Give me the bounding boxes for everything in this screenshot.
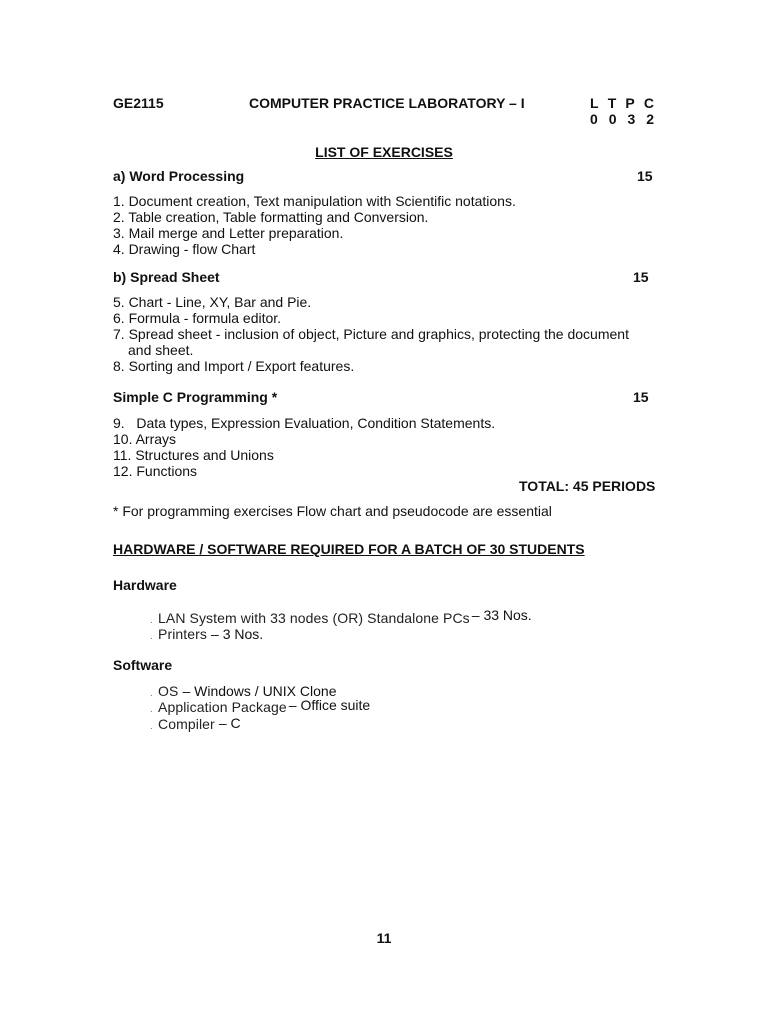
- software-item-value: – Windows / UNIX Clone: [182, 683, 337, 699]
- list-item: 9. Data types, Expression Evaluation, Condition Statements.: [113, 415, 496, 431]
- software-item-name: OS: [158, 683, 179, 699]
- bullet-icon: .: [150, 688, 153, 699]
- ltpc-values: [590, 111, 654, 127]
- bullet-icon: .: [150, 721, 153, 732]
- ltpc-value: 3: [627, 111, 636, 127]
- hardware-heading: Hardware: [113, 577, 177, 593]
- bullet-icon: .: [150, 631, 153, 642]
- page-number: 11: [376, 930, 392, 946]
- list-item: 8. Sorting and Import / Export features.: [113, 358, 355, 374]
- software-item-value: – C: [218, 715, 241, 731]
- section-heading: Simple C Programming *: [113, 389, 278, 405]
- list-item: 3. Mail merge and Letter preparation.: [113, 225, 344, 241]
- ltpc-label: L: [590, 95, 599, 111]
- list-item: 2. Table creation, Table formatting and Conversion.: [113, 209, 429, 225]
- ltpc-label: P: [625, 95, 635, 111]
- section-marks: 15: [637, 168, 653, 184]
- list-item: 1. Document creation, Text manipulation with Scientific notations.: [113, 193, 516, 209]
- list-item: 5. Chart - Line, XY, Bar and Pie.: [113, 294, 312, 310]
- software-item-name: Application Package: [158, 699, 287, 715]
- total-periods: TOTAL: 45 PERIODS: [519, 478, 656, 494]
- requirements-heading: HARDWARE / SOFTWARE REQUIRED FOR A BATCH OF 30 STUDENTS: [113, 541, 585, 557]
- section-heading: b) Spread Sheet: [113, 269, 220, 285]
- software-item-value: – Office suite: [288, 697, 371, 713]
- hardware-item-value: – 3 Nos.: [211, 626, 264, 642]
- ltpc-value: 2: [646, 111, 654, 127]
- ltpc-labels: [590, 95, 654, 111]
- section-heading: a) Word Processing: [113, 168, 245, 184]
- software-heading: Software: [113, 657, 173, 673]
- software-item: [150, 716, 241, 735]
- ltpc-table: [590, 95, 660, 127]
- ltpc-label: C: [643, 95, 654, 111]
- ltpc-value: 0: [590, 111, 598, 127]
- hardware-item: [150, 626, 263, 645]
- software-item-name: Compiler: [158, 716, 215, 732]
- hardware-item-value: – 33 Nos.: [471, 607, 532, 623]
- list-item: 6. Formula - formula editor.: [113, 310, 282, 326]
- ltpc-value: 0: [608, 111, 617, 127]
- list-item: 12. Functions: [113, 463, 198, 479]
- hardware-item-name: LAN System with 33 nodes (OR) Standalone PCs: [158, 610, 470, 626]
- section-marks: 15: [633, 389, 649, 405]
- list-item: 10. Arrays: [113, 431, 177, 447]
- list-of-exercises-heading: LIST OF EXERCISES: [315, 144, 453, 160]
- list-item-continuation: and sheet.: [128, 342, 194, 358]
- course-code: GE2115: [113, 95, 164, 111]
- bullet-icon: .: [150, 704, 153, 715]
- course-title: COMPUTER PRACTICE LABORATORY – I: [249, 95, 525, 111]
- list-item: 11. Structures and Unions: [113, 447, 274, 463]
- ltpc-label: T: [607, 95, 617, 111]
- list-item: 7. Spread sheet - inclusion of object, Picture and graphics, protecting the document: [113, 326, 629, 342]
- footnote: * For programming exercises Flow chart and pseudocode are essential: [113, 503, 552, 519]
- bullet-icon: .: [150, 615, 153, 626]
- hardware-item-name: Printers: [158, 626, 208, 642]
- section-marks: 15: [633, 269, 649, 285]
- list-item: 4. Drawing - flow Chart: [113, 241, 256, 257]
